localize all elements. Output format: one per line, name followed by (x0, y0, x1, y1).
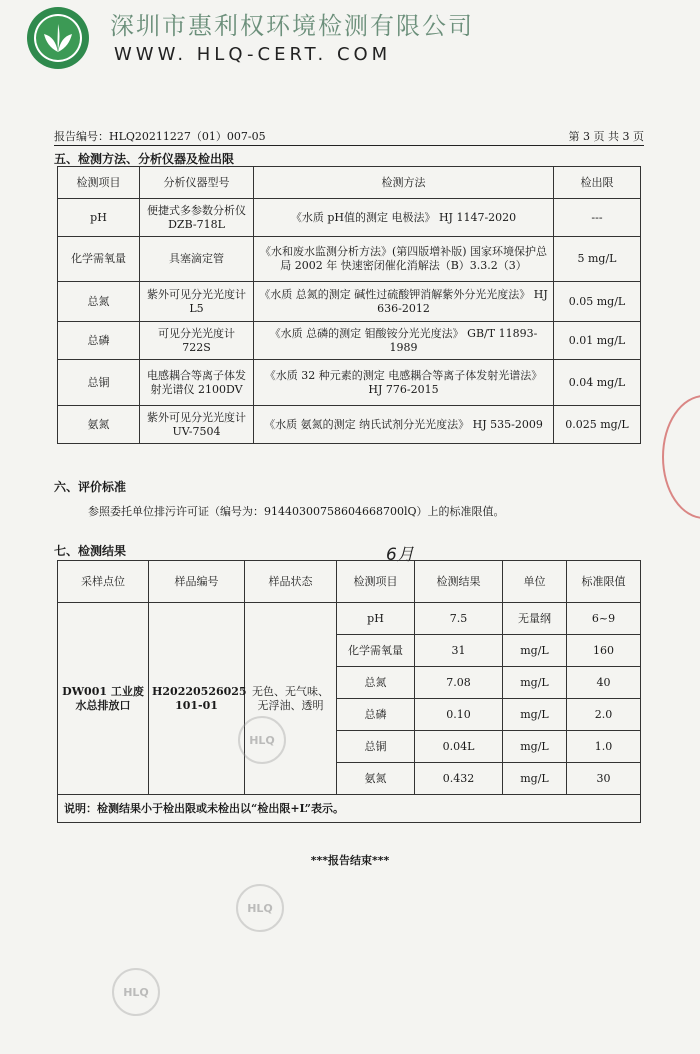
handwritten-note: 6月 (386, 545, 414, 565)
results-note-row (58, 795, 641, 823)
methods-row (58, 199, 641, 237)
methods-row (58, 360, 641, 406)
method-limit: --- (554, 199, 641, 237)
method-instrument: 紫外可见分光光度计 L5 (140, 282, 254, 322)
method-limit: 0.05 mg/L (554, 282, 641, 322)
method-item: 总氮 (58, 282, 140, 322)
methods-header-cell: 检出限 (554, 167, 641, 199)
method-instrument: 电感耦合等离子体发射光谱仪 2100DV (140, 360, 254, 406)
result-item: pH (337, 603, 415, 635)
result-unit: mg/L (503, 763, 567, 795)
company-website: WWW. HLQ-CERT. COM (114, 44, 392, 65)
method-instrument: 紫外可见分光光度计 UV-7504 (140, 406, 254, 444)
results-note: 说明：检测结果小于检出限或未检出以“检出限+L”表示。 (58, 795, 641, 823)
hlq-watermark: HLQ (238, 716, 286, 764)
results-header-cell: 检测结果 (415, 561, 503, 603)
results-row (58, 603, 641, 635)
result-item: 总氮 (337, 667, 415, 699)
red-seal-stamp (662, 395, 700, 519)
result-limit: 6~9 (567, 603, 641, 635)
method-limit: 0.04 mg/L (554, 360, 641, 406)
section6-title: 六、评价标准 (54, 480, 127, 494)
sampling-site: DW001 工业废水总排放口 (58, 603, 149, 795)
results-header-cell: 采样点位 (58, 561, 149, 603)
method-standard: 《水质 总氮的测定 碱性过硫酸钾消解紫外分光光度法》 HJ 636-2012 (254, 282, 554, 322)
result-item: 总磷 (337, 699, 415, 731)
methods-header-cell: 分析仪器型号 (140, 167, 254, 199)
method-item: 总铜 (58, 360, 140, 406)
result-value: 7.5 (415, 603, 503, 635)
methods-row (58, 322, 641, 360)
result-limit: 30 (567, 763, 641, 795)
result-unit: mg/L (503, 667, 567, 699)
result-item: 氨氮 (337, 763, 415, 795)
results-header-cell: 样品编号 (149, 561, 245, 603)
result-unit: mg/L (503, 699, 567, 731)
results-header-cell: 单位 (503, 561, 567, 603)
hlq-watermark: HLQ (112, 968, 160, 1016)
method-limit: 5 mg/L (554, 237, 641, 282)
result-limit: 2.0 (567, 699, 641, 731)
section7-title: 七、检测结果 (54, 544, 127, 558)
method-instrument: 可见分光光度计 722S (140, 322, 254, 360)
results-table (57, 560, 641, 823)
report-number: 报告编号：HLQ20211227（01）007-05 (54, 130, 266, 143)
method-instrument: 便捷式多参数分析仪 DZB-718L (140, 199, 254, 237)
results-header-cell: 检测项目 (337, 561, 415, 603)
result-unit: 无量纲 (503, 603, 567, 635)
method-item: 总磷 (58, 322, 140, 360)
hlq-watermark: HLQ (236, 884, 284, 932)
result-item: 化学需氧量 (337, 635, 415, 667)
method-item: pH (58, 199, 140, 237)
report-end-mark: ***报告结束*** (310, 854, 390, 867)
method-item: 氨氮 (58, 406, 140, 444)
method-limit: 0.01 mg/L (554, 322, 641, 360)
header-rule (54, 145, 644, 146)
result-value: 7.08 (415, 667, 503, 699)
result-value: 0.432 (415, 763, 503, 795)
section5-title: 五、检测方法、分析仪器及检出限 (54, 152, 235, 166)
result-value: 0.04L (415, 731, 503, 763)
method-standard: 《水质 pH值的测定 电极法》 HJ 1147-2020 (254, 199, 554, 237)
results-header-cell: 标准限值 (567, 561, 641, 603)
methods-header-row (58, 167, 641, 199)
result-unit: mg/L (503, 731, 567, 763)
method-instrument: 具塞滴定管 (140, 237, 254, 282)
methods-row (58, 282, 641, 322)
method-standard: 《水质 总磷的测定 钼酸铵分光光度法》 GB/T 11893-1989 (254, 322, 554, 360)
method-standard: 《水质 32 种元素的测定 电感耦合等离子体发射光谱法》 HJ 776-2015 (254, 360, 554, 406)
methods-header-cell: 检测项目 (58, 167, 140, 199)
hlq-logo-icon (26, 6, 90, 70)
result-limit: 1.0 (567, 731, 641, 763)
methods-row (58, 406, 641, 444)
evaluation-standard-text: 参照委托单位排污许可证（编号为：91440300758604668700lQ）上的标准限值。 (88, 505, 505, 518)
methods-row (58, 237, 641, 282)
result-value: 31 (415, 635, 503, 667)
method-standard: 《水质 氨氮的测定 纳氏试剂分光光度法》 HJ 535-2009 (254, 406, 554, 444)
result-value: 0.10 (415, 699, 503, 731)
result-limit: 40 (567, 667, 641, 699)
results-header-cell: 样品状态 (245, 561, 337, 603)
result-unit: mg/L (503, 635, 567, 667)
result-item: 总铜 (337, 731, 415, 763)
sample-state: 无色、无气味、无浮油、透明 (245, 603, 337, 795)
company-name: 深圳市惠利权环境检测有限公司 (110, 12, 474, 40)
method-item: 化学需氧量 (58, 237, 140, 282)
sample-id: H20220526025 101-01 (149, 603, 245, 795)
results-header-row (58, 561, 641, 603)
methods-table (57, 166, 641, 444)
method-limit: 0.025 mg/L (554, 406, 641, 444)
methods-header-cell: 检测方法 (254, 167, 554, 199)
result-limit: 160 (567, 635, 641, 667)
page-number: 第 3 页 共 3 页 (568, 130, 644, 143)
method-standard: 《水和废水监测分析方法》(第四版增补版) 国家环境保护总局 2002 年 快速密闭催化消解法（B）3.3.2（3） (254, 237, 554, 282)
